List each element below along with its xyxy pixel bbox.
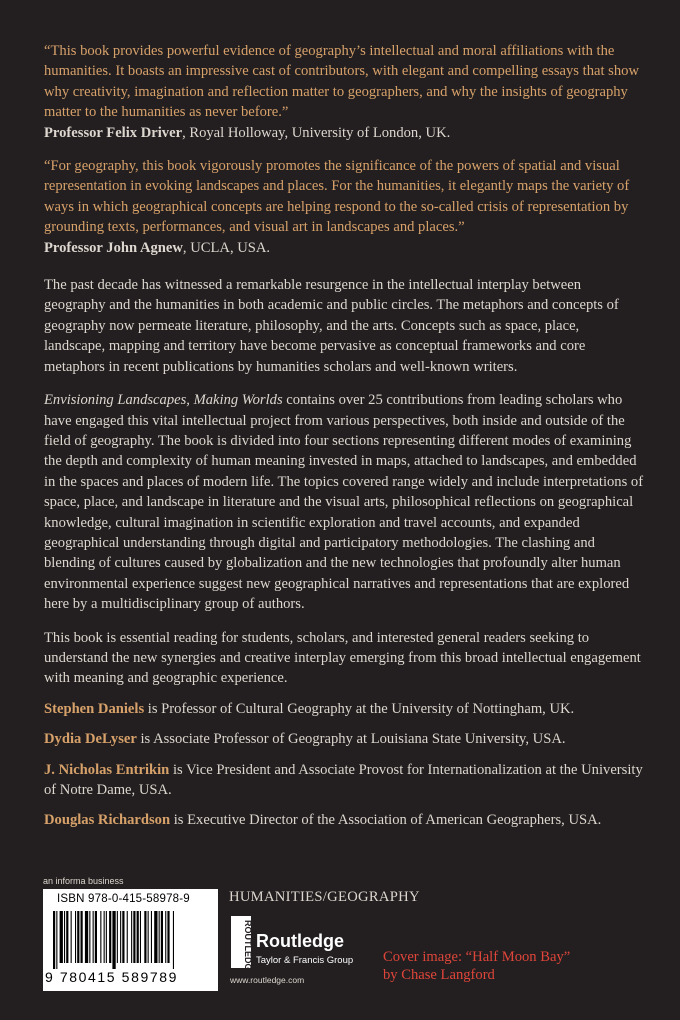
publisher-url: www.routledge.com — [230, 975, 305, 985]
description-paragraph-1: The past decade has witnessed a remarkable resurgence in the intellectual interplay between geography and the humanities in both academic and public circles. The metaphors and concepts of geography now permeate literature, philosophy, and the arts. Concepts such as space, place, landscape, mapping and territory have become pervasive as conceptual frameworks and core metaphors in recent publications by humanities scholars and well-known writers. — [44, 277, 619, 375]
barcode-bar — [95, 911, 97, 963]
publisher-name: Routledge — [256, 931, 344, 951]
barcode-bar — [75, 911, 76, 963]
barcode-bar — [137, 911, 139, 963]
barcode-bar — [148, 911, 149, 963]
editor-name: Dydia DeLyser — [44, 731, 137, 748]
isbn-label: ISBN 978-0-415-58978-9 — [57, 893, 190, 905]
barcode-bar — [140, 911, 141, 963]
barcode-bar — [93, 911, 94, 963]
barcode-bar — [66, 911, 68, 963]
barcode-bar — [56, 911, 57, 969]
description-paragraph-3: This book is essential reading for students, scholars, and interested general readers seeking to understand the new synergies and creative interplay emerging from this broad intellectual engagement with meaning and geographic experience. — [44, 629, 641, 687]
barcode-bars-icon — [53, 911, 211, 969]
barcode-bar — [100, 911, 101, 963]
barcode-bar — [117, 911, 118, 963]
barcode-bar — [173, 911, 174, 969]
cover-credit-title: Cover image: “Half Moon Bay” — [383, 949, 571, 965]
isbn-barcode — [43, 889, 218, 991]
barcode-bar — [159, 911, 160, 963]
barcode-bar — [77, 911, 79, 963]
quote-author: Professor John Agnew — [44, 239, 183, 256]
barcode-bar — [60, 911, 63, 963]
barcode-digits: 9 780415 589789 — [45, 969, 178, 985]
editor-name: Stephen Daniels — [44, 700, 145, 717]
barcode-bar — [122, 911, 124, 963]
editor-role: is Executive Director of the Association of American Geographers, USA. — [170, 812, 602, 829]
informa-brand: an informa business — [43, 876, 124, 886]
quote-text: “For geography, this book vigorously promotes the significance of the powers of spatial and visual representation in evoking landscapes and places. For the humanities, it elegantly maps the variety of ways in which geographical concepts are helping respond to the so-called crisis of representation by grounding texts, performances, and visual art in landscapes and places.” — [44, 158, 630, 236]
cover-credit-artist: by Chase Langford — [383, 967, 495, 983]
cover-image-credit — [383, 948, 570, 984]
publisher-group: Taylor & Francis Group — [256, 955, 354, 966]
barcode-bar — [89, 911, 90, 963]
routledge-logo-text: ROUTLEDGE — [243, 920, 253, 977]
barcode-bar — [165, 911, 166, 963]
barcode-bar — [53, 911, 55, 969]
barcode-bar — [144, 911, 146, 963]
subject-category: HUMANITIES/GEOGRAPHY — [229, 889, 420, 905]
barcode-bar — [106, 911, 107, 963]
editor-role: is Associate Professor of Geography at Louisiana State University, USA. — [136, 731, 566, 748]
barcode-bar — [131, 911, 132, 963]
barcode-bar — [120, 911, 121, 963]
barcode-bar — [85, 911, 88, 963]
editor-role: is Vice President and Associate Provost for Internationalization at the University of Notre Dame, USA. — [44, 761, 643, 798]
quote-affiliation: , UCLA, USA. — [182, 239, 271, 256]
barcode-bar — [154, 911, 157, 963]
barcode-bar — [167, 911, 169, 963]
editor-name: J. Nicholas Entrikin — [44, 761, 170, 778]
editor-name: Douglas Richardson — [44, 812, 171, 829]
routledge-logo-icon — [231, 916, 253, 977]
quote-text: “This book provides powerful evidence of geography’s intellectual and moral affiliations with the humanities. It boasts an impressive cast of contributors, with elegant and compelling essays that show why creativity, imagination and reflection matter to geographers, and why the insights of geography matter to the humanities as never before.” — [44, 43, 639, 121]
barcode-bar — [127, 911, 128, 963]
editor-role: is Professor of Cultural Geography at the University of Nottingham, UK. — [144, 700, 575, 717]
barcode-bar — [71, 911, 72, 963]
description-text: contains over 25 contributions from leading scholars who have engaged this vital intellectual project from various perspectives, both inside and outside of the field of geography. The book is divided into four sections representing different modes of examining the depth and complexity of human meaning invested in maps, attached to landscapes, and embedded in the spaces and places of modern life. The topics covered range widely and include interpretations of space, place, and landscape in literature and the visual arts, philosophical reflections on geographical knowledge, cultural imagination in scientific exploration and travel accounts, and expanded geographical understanding through digital and participatory methodologies. The clashing and blending of cultures caused by globalization and the new technologies that profoundly alter human environmental experience suggest new geographical narratives and representations that are explored here by a multidisciplinary group of authors. — [44, 392, 644, 613]
quote-author: Professor Felix Driver — [44, 124, 183, 141]
barcode-bar — [151, 911, 152, 963]
barcode-bar — [64, 911, 65, 963]
barcode-bar — [104, 911, 105, 963]
barcode-bar — [133, 911, 135, 963]
barcode-bar — [161, 911, 163, 963]
barcode-bar — [109, 911, 111, 963]
barcode-bar — [112, 911, 115, 969]
quote-affiliation: , Royal Holloway, University of London, UK. — [182, 124, 451, 141]
barcode-bar — [81, 911, 83, 963]
book-title: Envisioning Landscapes, Making Worlds — [44, 392, 283, 409]
